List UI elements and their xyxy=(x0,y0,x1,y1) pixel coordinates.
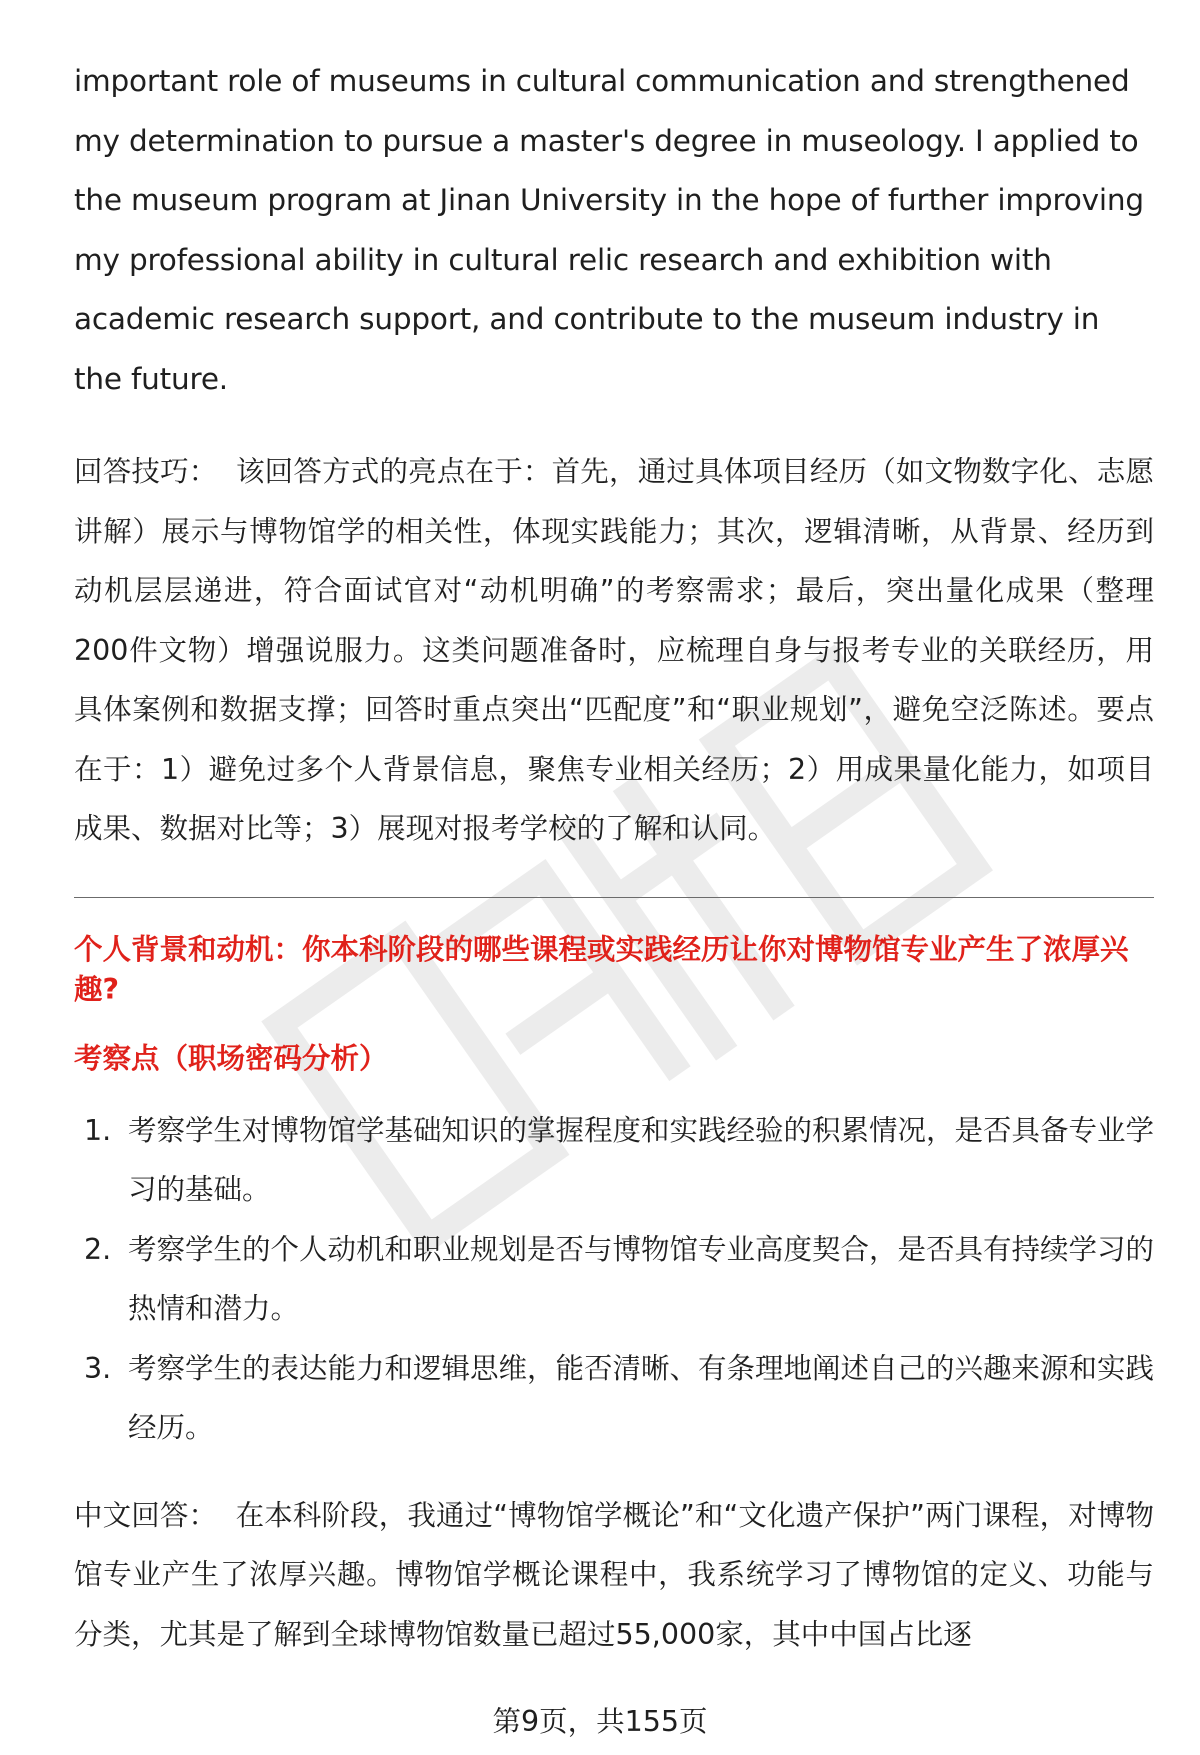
tips-paragraph xyxy=(74,442,1154,859)
list-item xyxy=(74,1101,1154,1220)
assessment-heading: 考察点（职场密码分析） xyxy=(74,1041,388,1075)
answer-text: 在本科阶段，我通过“博物馆学概论”和“文化遗产保护”两门课程，对博物馆专业产生了浓厚兴趣。博物馆学概论课程中，我系统学习了博物馆的定义、功能与分类，尤其是了解到全球博物馆数量已超过55,000家，其中中国占比逐 xyxy=(74,1498,1154,1651)
section-divider xyxy=(74,897,1154,898)
tips-text: 该回答方式的亮点在于：首先，通过具体项目经历（如文物数字化、志愿讲解）展示与博物馆学的相关性，体现实践能力；其次，逻辑清晰，从背景、经历到动机层层递进，符合面试官对“动机明确”的考察需求；最后，突出量化成果（整理200件文物）增强说服力。这类问题准备时，应梳理自身与报考专业的关联经历，用具体案例和数据支撑；回答时重点突出“匹配度”和“职业规划”，避免空泛陈述。要点在于：1）避免过多个人背景信息，聚焦专业相关经历；2）用成果量化能力，如项目成果、数据对比等；3）展现对报考学校的了解和认同。 xyxy=(74,455,1154,845)
answer-paragraph xyxy=(74,1486,1154,1665)
list-number: 1. xyxy=(84,1113,112,1147)
list-item-text: 考察学生的表达能力和逻辑思维，能否清晰、有条理地阐述自己的兴趣来源和实践经历。 xyxy=(128,1351,1155,1444)
list-item-text: 考察学生的个人动机和职业规划是否与博物馆专业高度契合，是否具有持续学习的热情和潜力。 xyxy=(128,1232,1155,1325)
list-item-text: 考察学生对博物馆学基础知识的掌握程度和实践经验的积累情况，是否具备专业学习的基础。 xyxy=(128,1113,1155,1206)
tips-label: 回答技巧： xyxy=(74,455,218,488)
list-number: 2. xyxy=(84,1232,112,1266)
list-number: 3. xyxy=(84,1351,112,1385)
answer-label: 中文回答： xyxy=(74,1498,218,1532)
document-page xyxy=(74,52,1154,1664)
intro-paragraph: important role of museums in cultural communication and strengthened my determination to pursue a master's degree in museology. I applied to the museum program at Jinan University in the hope of further improving my professional ability in cultural relic research and exhibition with academic research support, and contribute to the museum industry in the future. xyxy=(74,64,1144,396)
page-footer: 第9页，共155页 xyxy=(492,1705,708,1738)
list-item xyxy=(74,1220,1154,1339)
assessment-points-list xyxy=(74,1101,1154,1458)
question-title: 个人背景和动机：你本科阶段的哪些课程或实践经历让你对博物馆专业产生了浓厚兴趣? xyxy=(74,932,1129,1006)
list-item xyxy=(74,1339,1154,1458)
